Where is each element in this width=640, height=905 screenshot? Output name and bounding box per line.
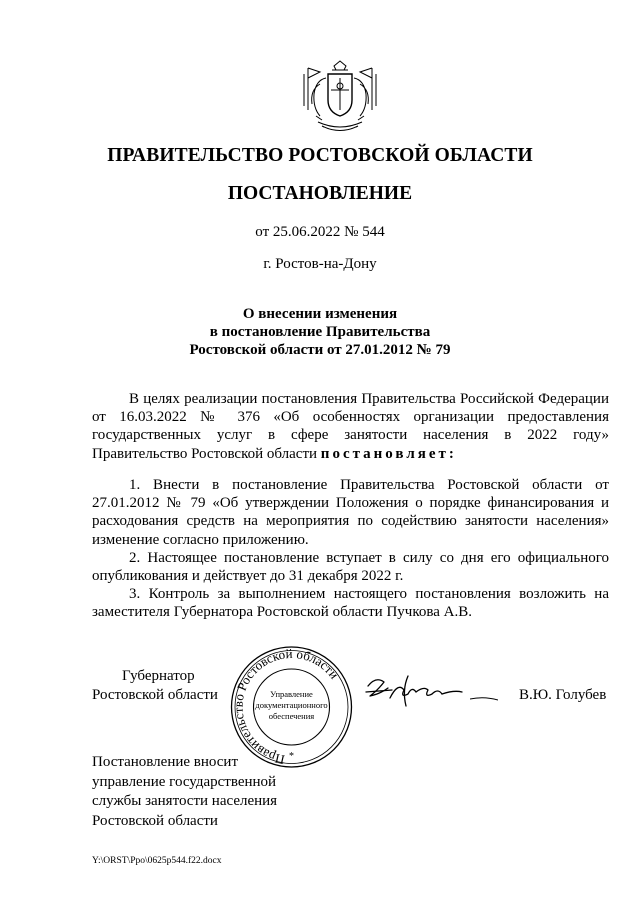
coat-of-arms-icon (298, 60, 382, 136)
position-line: Ростовской области (92, 687, 218, 703)
signer-name: В.Ю. Голубев (519, 687, 607, 703)
subject-line: в постановление Правительства (209, 324, 431, 340)
document-type: ПОСТАНОВЛЕНИЕ (227, 183, 413, 204)
author-note (92, 753, 277, 831)
stamp-inner-line: документационного (255, 700, 328, 710)
author-note-line: управление государственной (92, 773, 277, 790)
subject-line: О внесении изменения (242, 306, 398, 322)
preamble-text: В целях реализации постановления Правительства Российской Федерации от 16.03.2022 № 376 «Об особенностях организации предоставления государственных услуг в сфере занятости населения в 2022 году» Правительство Ростовской области (92, 391, 609, 462)
handwritten-signature (362, 668, 472, 714)
stamp-inner-line: обеспечения (268, 711, 315, 721)
decree-items (92, 476, 609, 622)
official-stamp (228, 645, 355, 769)
signature-underline (470, 694, 498, 704)
author-note-line: службы занятости населения (92, 793, 278, 809)
stamp-star: * (289, 751, 294, 762)
decree-item: 3. Контроль за выполнением настоящего постановления возложить на заместителя Губернатора Ростовской области Пучкова А.В. (92, 586, 609, 621)
decree-item: 2. Настоящее постановление вступает в силу со дня его официального опубликования и действует до 31 декабря 2022 г. (92, 549, 609, 585)
author-note-line: Постановление вносит (92, 754, 239, 770)
preamble-paragraph (92, 390, 609, 463)
document-subject (0, 305, 640, 359)
subject-line: Ростовской области от 27.01.2012 № 79 (189, 342, 451, 358)
decree-colon: : (448, 445, 457, 462)
government-title: ПРАВИТЕЛЬСТВО РОСТОВСКОЙ ОБЛАСТИ (107, 145, 533, 166)
author-note-line: Ростовской области (92, 812, 218, 829)
signer-position (92, 667, 218, 705)
position-line: Губернатор (122, 668, 195, 684)
stamp-inner-line: Управление (270, 689, 313, 699)
decree-word: постановляет (320, 445, 449, 462)
file-path: Y:\ORST\Ppo\0625p544.f22.docx (92, 856, 222, 866)
decree-item: 1. Внести в постановление Правительства Ростовской области от 27.01.2012 № 79 «Об утверждении Положения о порядке финансирования и расходования средств на мероприятия по содействию занятости населения» изменение согласно приложению. (92, 477, 609, 548)
stamp-outer-path: Правительство Ростовской области (230, 645, 342, 768)
document-place: г. Ростов-на-Дону (263, 256, 377, 272)
document-date-number: от 25.06.2022 № 544 (255, 224, 385, 240)
